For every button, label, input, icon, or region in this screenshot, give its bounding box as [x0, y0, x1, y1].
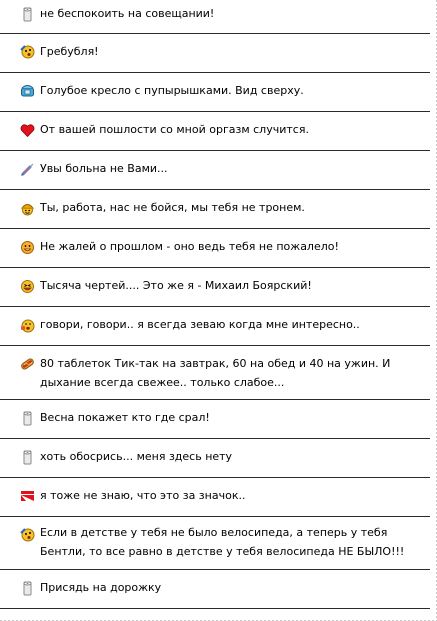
status-row[interactable]	[0, 439, 430, 478]
status-text: От вашей пошлости со мной оргазм случится.	[40, 123, 309, 136]
status-row[interactable]	[0, 268, 430, 307]
syringe-icon	[20, 162, 35, 177]
smiley-surprised-icon	[20, 44, 35, 59]
status-row[interactable]	[0, 112, 430, 151]
status-text: Увы больна не Вами...	[40, 162, 168, 175]
status-text: Не жалей о прошлом - оно ведь тебя не пожалело!	[40, 240, 339, 253]
heart-icon	[20, 123, 35, 138]
status-row[interactable]	[0, 307, 430, 346]
status-row[interactable]	[0, 517, 430, 570]
status-row[interactable]	[0, 73, 430, 112]
telephone-icon	[20, 83, 35, 98]
red-flag-logo-icon	[20, 488, 35, 503]
status-text: не беспокоить на совещании!	[40, 7, 215, 20]
status-text: Голубое кресло с пупырышками. Вид сверху.	[40, 84, 304, 97]
status-text: хоть обосрись... меня здесь нету	[40, 450, 233, 463]
status-row[interactable]	[0, 478, 430, 517]
toilet-paper-icon	[20, 581, 35, 596]
hardhat-smiley-icon	[20, 201, 35, 216]
status-row[interactable]	[0, 570, 430, 609]
toilet-paper-icon	[20, 450, 35, 465]
status-text: я тоже не знаю, что это за значок..	[40, 489, 246, 502]
smiley-laugh-icon	[20, 279, 35, 294]
status-text: Присядь на дорожку	[40, 581, 162, 594]
toilet-paper-icon	[20, 7, 35, 22]
status-row[interactable]	[0, 346, 430, 400]
smiley-surprised-icon	[20, 527, 35, 542]
status-text: Гребубля!	[40, 45, 99, 58]
smiley-yawn-icon	[20, 318, 35, 333]
smiley-grin-icon	[20, 240, 35, 255]
toilet-paper-icon	[20, 411, 35, 426]
status-text: говори, говори.. я всегда зеваю когда мне интересно..	[40, 318, 360, 331]
status-row[interactable]	[0, 0, 430, 34]
status-row[interactable]	[0, 151, 430, 190]
status-row[interactable]	[0, 229, 430, 268]
status-row[interactable]	[0, 34, 430, 73]
status-row[interactable]	[0, 190, 430, 229]
status-text: Если в детстве у тебя не было велосипеда, а теперь у тебя Бентли, то все равно в детстве у тебя велосипеда НЕ БЫЛО!!!	[40, 526, 405, 558]
status-row[interactable]	[0, 400, 430, 439]
status-text: Ты, работа, нас не бойся, мы тебя не тронем.	[40, 201, 305, 214]
status-text: 80 таблеток Тик-так на завтрак, 60 на обед и 40 на ужин. И дыхание всегда свежее.. только слабое...	[40, 357, 391, 389]
status-text: Весна покажет кто где срал!	[40, 411, 210, 424]
status-text: Тысяча чертей.... Это же я - Михаил Боярский!	[40, 279, 312, 292]
hotdog-icon	[20, 356, 35, 371]
